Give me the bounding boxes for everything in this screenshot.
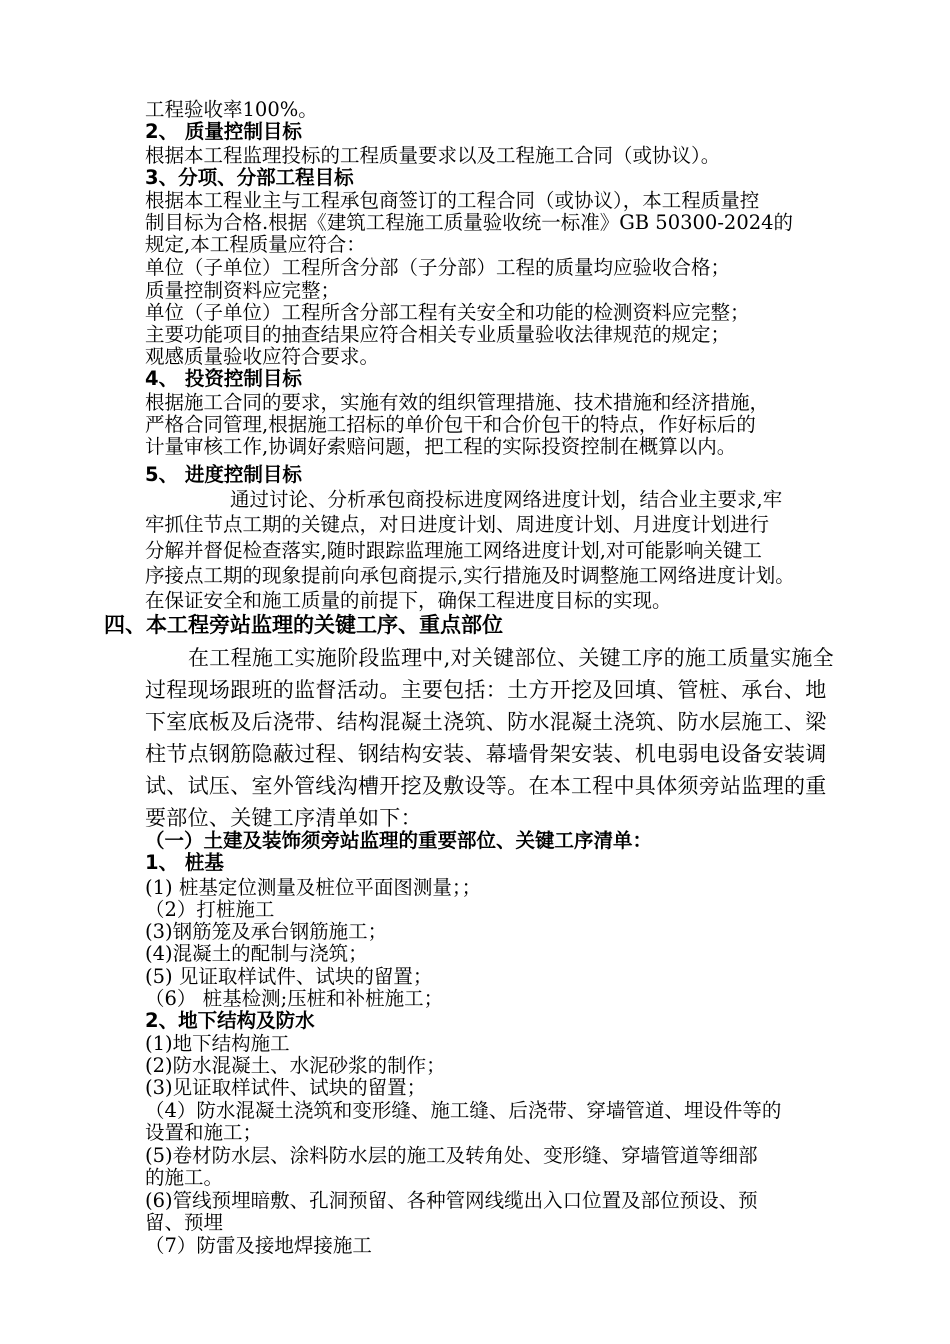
item-heading: 2、地下结构及防水 xyxy=(145,1009,315,1032)
list-item: （7）防雷及接地焊接施工 xyxy=(145,1234,372,1257)
list-item: (1)地下结构施工 xyxy=(145,1032,290,1055)
list-item: （6） 桩基检测;压桩和补桩施工； xyxy=(145,987,444,1010)
text-line: 通过讨论、分析承包商投标进度网络进度计划，结合业主要求,牢 xyxy=(230,488,783,511)
section-heading: 3、分项、分部工程目标 xyxy=(145,166,354,189)
text-line: 柱节点钢筋隐蔽过程、钢结构安装、幕墙骨架安装、机电弱电设备安装调 xyxy=(145,742,827,766)
chapter-heading: 四、本工程旁站监理的关键工序、重点部位 xyxy=(104,613,503,637)
item-heading: 1、 桩基 xyxy=(145,851,224,874)
section-heading: 4、 投资控制目标 xyxy=(145,367,302,390)
text-line: 计量审核工作,协调好索赔问题，把工程的实际投资控制在概算以内。 xyxy=(145,435,737,458)
text-line: 分解并督促检查落实,随时跟踪监理施工网络进度计划,对可能影响关键工 xyxy=(145,539,762,562)
text-line: 单位（子单位）工程所含分部工程有关安全和功能的检测资料应完整； xyxy=(145,301,750,324)
text-line: 根据本工程监理投标的工程质量要求以及工程施工合同（或协议）。 xyxy=(145,144,721,167)
text-line: 规定,本工程质量应符合： xyxy=(145,233,366,256)
list-item: 留、预埋 xyxy=(145,1211,224,1234)
list-item: (5) 见证取样试件、试块的留置； xyxy=(145,965,433,988)
text-line: 试、试压、室外管线沟槽开挖及敷设等。在本工程中具体须旁站监理的重 xyxy=(145,774,827,798)
text-line: 在保证安全和施工质量的前提下，确保工程进度目标的实现。 xyxy=(145,589,672,612)
text-line: 工程验收率100%。 xyxy=(145,98,318,121)
text-line: 主要功能项目的抽查结果应符合相关专业质量验收法律规范的规定； xyxy=(145,323,731,346)
list-item: （2）打桩施工 xyxy=(145,898,275,921)
text-line: 牢抓住节点工期的关键点，对日进度计划、周进度计划、月进度计划进行 xyxy=(145,513,770,536)
section-heading: 2、 质量控制目标 xyxy=(145,120,302,143)
text-line: 下室底板及后浇带、结构混凝土浇筑、防水混凝土浇筑、防水层施工、梁 xyxy=(145,710,827,734)
text-line: 要部位、关键工序清单如下： xyxy=(145,806,422,830)
text-line: 单位（子单位）工程所含分部（子分部）工程的质量均应验收合格； xyxy=(145,256,731,279)
text-line: 根据施工合同的要求，实施有效的组织管理措施、技术措施和经济措施， xyxy=(145,391,770,414)
text-line: 根据本工程业主与工程承包商签订的工程合同（或协议），本工程质量控 xyxy=(145,189,760,212)
list-item: (1) 桩基定位测量及桩位平面图测量；； xyxy=(145,876,482,899)
text-line: 在工程施工实施阶段监理中,对关键部位、关键工序的施工质量实施全 xyxy=(188,646,834,670)
list-item: (3)钢筋笼及承台钢筋施工； xyxy=(145,920,388,943)
list-item: (6)管线预埋暗敷、孔洞预留、各种管网线缆出入口位置及部位预设、预 xyxy=(145,1189,758,1212)
list-item: 的施工。 xyxy=(145,1166,224,1189)
text-line: 质量控制资料应完整； xyxy=(145,279,341,302)
text-line: 制目标为合格.根据《建筑工程施工质量验收统一标准》GB 50300-2024的 xyxy=(145,211,794,234)
list-item: (3)见证取样试件、试块的留置； xyxy=(145,1076,427,1099)
list-item: （4）防水混凝土浇筑和变形缝、施工缝、后浇带、穿墙管道、埋设件等的 xyxy=(145,1099,782,1122)
list-item: (4)混凝土的配制与浇筑； xyxy=(145,942,368,965)
subsection-heading: （一）土建及装饰须旁站监理的重要部位、关键工序清单： xyxy=(145,829,653,852)
section-heading: 5、 进度控制目标 xyxy=(145,463,302,486)
text-line: 序接点工期的现象提前向承包商提示,实行措施及时调整施工网络进度计划。 xyxy=(145,564,795,587)
text-line: 严格合同管理,根据施工招标的单价包干和合价包干的特点，作好标后的 xyxy=(145,413,756,436)
list-item: 设置和施工； xyxy=(145,1121,263,1144)
text-line: 观感质量验收应符合要求。 xyxy=(145,345,380,368)
list-item: (2)防水混凝土、水泥砂浆的制作； xyxy=(145,1054,446,1077)
text-line: 过程现场跟班的监督活动。主要包括：土方开挖及回填、管桩、承台、地 xyxy=(145,678,827,702)
list-item: (5)卷材防水层、涂料防水层的施工及转角处、变形缝、穿墙管道等细部 xyxy=(145,1144,758,1167)
